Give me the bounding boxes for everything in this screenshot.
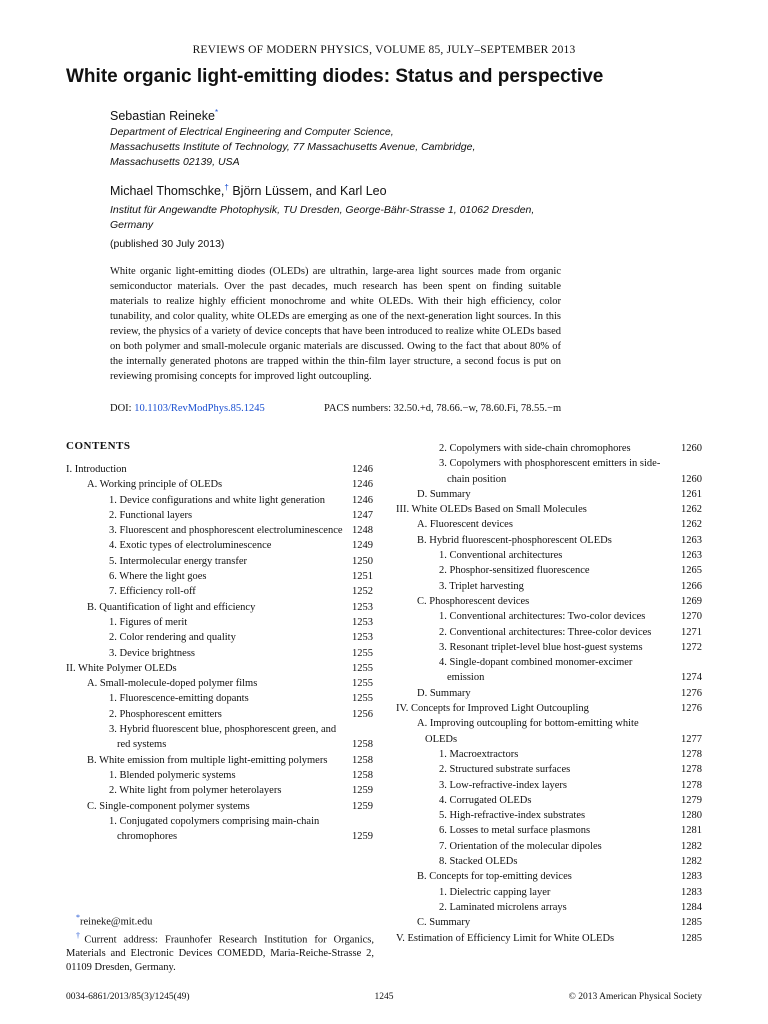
toc-entry[interactable] bbox=[396, 533, 702, 548]
toc-entry[interactable] bbox=[396, 625, 702, 640]
toc-entry-page: 1258 bbox=[352, 754, 373, 766]
toc-entry-title: B. White emission from multiple light-emitting polymers bbox=[87, 754, 328, 766]
toc-entry-page: 1248 bbox=[352, 525, 373, 537]
toc-entry-title: 6. Losses to metal surface plasmons bbox=[439, 825, 591, 837]
toc-entry-page: 1261 bbox=[681, 488, 702, 500]
toc-entry-title: D. Summary bbox=[417, 687, 471, 699]
toc-entry-title: 2. Laminated microlens arrays bbox=[439, 901, 567, 913]
toc-entry-title: 8. Stacked OLEDs bbox=[439, 856, 518, 868]
toc-entry[interactable] bbox=[396, 931, 702, 946]
toc-entry[interactable] bbox=[66, 661, 373, 676]
toc-entry[interactable] bbox=[396, 701, 702, 716]
toc-entry-page: 1263 bbox=[681, 534, 702, 546]
toc-entry-title: A. Fluorescent devices bbox=[417, 519, 513, 531]
toc-entry-title: A. Improving outcoupling for bottom-emitting white OLEDs bbox=[417, 718, 639, 745]
toc-entry-page: 1263 bbox=[681, 550, 702, 562]
toc-entry-page: 1260 bbox=[681, 473, 702, 485]
toc-entry-title: 2. White light from polymer heterolayers bbox=[109, 785, 282, 797]
toc-entry-title: 1. Fluorescence-emitting dopants bbox=[109, 693, 249, 705]
toc-entry[interactable] bbox=[66, 753, 373, 768]
toc-entry-page: 1279 bbox=[681, 794, 702, 806]
toc-entry-page: 1282 bbox=[681, 840, 702, 852]
doi-link[interactable]: 10.1103/RevModPhys.85.1245 bbox=[134, 403, 265, 414]
toc-entry-page: 1255 bbox=[352, 678, 373, 690]
toc-entry-title: 4. Exotic types of electroluminescence bbox=[109, 540, 272, 552]
toc-entry[interactable] bbox=[396, 915, 702, 930]
toc-entry-title: B. Hybrid fluorescent-phosphorescent OLEDs bbox=[417, 534, 612, 546]
toc-entry-page: 1249 bbox=[352, 540, 373, 552]
toc-entry[interactable] bbox=[66, 508, 373, 523]
toc-left-column bbox=[66, 462, 373, 844]
footer-page-number: 1245 bbox=[374, 992, 394, 1002]
toc-entry[interactable] bbox=[66, 630, 373, 645]
toc-entry-title: 4. Single-dopant combined monomer-excimer emission bbox=[439, 657, 633, 684]
toc-entry-page: 1262 bbox=[681, 504, 702, 516]
toc-entry[interactable] bbox=[66, 600, 373, 615]
toc-entry[interactable] bbox=[396, 594, 702, 609]
footnote-1: *reineke@mit.edu bbox=[76, 913, 153, 928]
toc-entry[interactable] bbox=[396, 487, 702, 502]
toc-entry[interactable] bbox=[66, 722, 373, 753]
toc-entry-page: 1271 bbox=[681, 626, 702, 638]
toc-entry-page: 1256 bbox=[352, 708, 373, 720]
toc-entry[interactable] bbox=[66, 493, 373, 508]
toc-entry-title: 3. Device brightness bbox=[109, 647, 196, 659]
toc-entry-title: 3. Copolymers with phosphorescent emitters in side-chain position bbox=[439, 458, 661, 485]
published-date: (published 30 July 2013) bbox=[110, 238, 225, 250]
toc-entry-title: 5. Intermolecular energy transfer bbox=[109, 555, 247, 567]
toc-entry-page: 1260 bbox=[681, 443, 702, 454]
footer-copyright: © 2013 American Physical Society bbox=[568, 992, 702, 1002]
toc-entry-title: 2. Conventional architectures: Three-color devices bbox=[439, 626, 652, 638]
toc-entry-page: 1258 bbox=[352, 739, 373, 751]
toc-entry-page: 1278 bbox=[681, 748, 702, 760]
author-line-1 bbox=[110, 108, 218, 123]
toc-entry-page: 1255 bbox=[352, 693, 373, 705]
toc-entry-page: 1258 bbox=[352, 769, 373, 781]
toc-entry[interactable] bbox=[66, 477, 373, 492]
toc-entry[interactable] bbox=[66, 523, 373, 538]
toc-entry-page: 1284 bbox=[681, 901, 702, 913]
footnote-2: †Current address: Fraunhofer Research Institution for Organics, Materials and Electronic Devices COMEDD, Maria-Reiche-Strasse 2, 01109 Dresden, Germany. bbox=[66, 931, 374, 973]
toc-entry-title: C. Single-component polymer systems bbox=[87, 800, 250, 812]
toc-entry-page: 1253 bbox=[352, 632, 373, 644]
footer-issn: 0034-6861/2013/85(3)/1245(49) bbox=[66, 992, 190, 1002]
toc-entry[interactable] bbox=[66, 584, 373, 599]
toc-entry-title: 2. Structured substrate surfaces bbox=[439, 764, 571, 776]
toc-entry-title: 1. Blended polymeric systems bbox=[109, 769, 236, 781]
toc-entry-title: C. Phosphorescent devices bbox=[417, 595, 530, 607]
toc-entry[interactable] bbox=[66, 538, 373, 553]
toc-entry-page: 1259 bbox=[352, 800, 373, 812]
journal-header: REVIEWS OF MODERN PHYSICS, VOLUME 85, JULY–SEPTEMBER 2013 bbox=[192, 44, 576, 56]
author-footnote-mark[interactable]: * bbox=[214, 108, 219, 117]
pacs-numbers: PACS numbers: 32.50.+d, 78.66.−w, 78.60.Fi, 78.55.−m bbox=[324, 403, 562, 414]
affiliation-2: Institut für Angewandte Photophysik, TU Dresden, George-Bähr-Strasse 1, 01062 Dresden, Germany bbox=[110, 204, 535, 231]
toc-entry[interactable] bbox=[396, 808, 702, 823]
toc-entry-title: 2. Copolymers with side-chain chromophores bbox=[439, 443, 631, 454]
toc-entry[interactable] bbox=[396, 854, 702, 869]
toc-entry[interactable] bbox=[396, 548, 702, 563]
toc-entry[interactable] bbox=[66, 462, 373, 477]
toc-entry-title: 2. Phosphorescent emitters bbox=[109, 708, 222, 720]
toc-entry-title: 3. Low-refractive-index layers bbox=[439, 779, 567, 791]
toc-entry[interactable] bbox=[396, 502, 702, 517]
toc-entry-title: 2. Color rendering and quality bbox=[109, 632, 236, 644]
toc-entry[interactable] bbox=[66, 814, 373, 845]
toc-entry[interactable] bbox=[396, 640, 702, 655]
toc-entry-title: III. White OLEDs Based on Small Molecules bbox=[396, 504, 587, 516]
toc-entry-title: A. Small-molecule-doped polymer films bbox=[87, 678, 258, 690]
toc-entry-page: 1285 bbox=[681, 932, 702, 944]
toc-entry[interactable] bbox=[396, 778, 702, 793]
toc-entry-title: 3. Triplet harvesting bbox=[439, 580, 524, 592]
toc-entry-page: 1255 bbox=[352, 662, 373, 674]
toc-entry-page: 1259 bbox=[352, 831, 373, 843]
toc-entry-page: 1276 bbox=[681, 703, 702, 715]
toc-entry-title: 7. Orientation of the molecular dipoles bbox=[439, 840, 602, 852]
toc-entry-page: 1252 bbox=[352, 586, 373, 598]
toc-entry-title: II. White Polymer OLEDs bbox=[66, 662, 177, 674]
toc-entry-title: 1. Conjugated copolymers comprising main-chain chromophores bbox=[109, 815, 320, 843]
toc-entry-page: 1255 bbox=[352, 647, 373, 659]
toc-entry-title: A. Working principle of OLEDs bbox=[87, 479, 223, 491]
toc-entry-page: 1262 bbox=[681, 519, 702, 531]
toc-entry[interactable] bbox=[66, 783, 373, 798]
toc-entry-page: 1274 bbox=[681, 672, 702, 684]
toc-entry-title: 1. Conventional architectures bbox=[439, 550, 563, 562]
toc-entry-page: 1277 bbox=[681, 733, 702, 745]
toc-entry[interactable] bbox=[396, 900, 702, 915]
toc-entry[interactable] bbox=[66, 615, 373, 630]
toc-entry[interactable] bbox=[396, 609, 702, 624]
toc-entry-title: D. Summary bbox=[417, 488, 471, 500]
toc-entry[interactable] bbox=[396, 885, 702, 900]
toc-entry[interactable] bbox=[66, 676, 373, 691]
toc-entry-title: 6. Where the light goes bbox=[109, 571, 207, 583]
toc-entry[interactable] bbox=[396, 563, 702, 578]
toc-entry[interactable] bbox=[66, 569, 373, 584]
toc-entry-title: 3. Hybrid fluorescent blue, phosphorescent green, and red systems bbox=[109, 724, 337, 751]
toc-entry[interactable] bbox=[396, 869, 702, 884]
toc-entry-page: 1246 bbox=[352, 479, 373, 491]
toc-entry-page: 1269 bbox=[681, 595, 702, 607]
toc-entry-page: 1281 bbox=[681, 825, 702, 837]
toc-entry-page: 1259 bbox=[352, 785, 373, 797]
toc-entry[interactable] bbox=[66, 691, 373, 706]
toc-entry-page: 1247 bbox=[352, 509, 373, 521]
author-footnote-mark[interactable]: † bbox=[224, 183, 229, 192]
toc-entry-page: 1266 bbox=[681, 580, 702, 592]
paper-title: White organic light-emitting diodes: Status and perspective bbox=[66, 66, 604, 87]
affiliation-1: Department of Electrical Engineering and Computer Science, Massachusetts Institute of Technology, 77 Massachusetts Avenue, Cambridge, Massachusetts 02139, USA bbox=[110, 126, 476, 168]
contents-heading: CONTENTS bbox=[66, 440, 131, 452]
toc-entry-title: 1. Macroextractors bbox=[439, 748, 519, 760]
toc-entry-page: 1276 bbox=[681, 687, 702, 699]
toc-entry-page: 1270 bbox=[681, 611, 702, 623]
toc-entry[interactable] bbox=[396, 517, 702, 532]
toc-entry-title: V. Estimation of Efficiency Limit for White OLEDs bbox=[396, 932, 615, 944]
abstract: White organic light-emitting diodes (OLEDs) are ultrathin, large-area light sources made from organic semiconductor materials. Over the past decades, much research has been spent on finding suitable materials to realize highly efficient monochrome and white OLEDs. With their high efficiency, color tunability, and color quality, white OLEDs are emerging as one of the next-generation light sources. In this review, the physics of a variety of device concepts that have been introduced to realize white OLEDs based on both polymer and small-molecule organic materials are discussed. Owing to the fact that about 80% of the internally generated photons are trapped within the thin-film layer structure, a second focus is put on reviewing promising concepts for improved light outcoupling. bbox=[110, 266, 561, 382]
toc-entry-page: 1278 bbox=[681, 779, 702, 791]
toc-entry[interactable] bbox=[396, 839, 702, 854]
toc-entry-page: 1280 bbox=[681, 810, 702, 822]
toc-entry-page: 1246 bbox=[352, 494, 373, 506]
toc-entry-title: B. Concepts for top-emitting devices bbox=[417, 871, 572, 883]
toc-entry[interactable] bbox=[396, 579, 702, 594]
toc-entry[interactable] bbox=[66, 554, 373, 569]
toc-entry-page: 1246 bbox=[352, 464, 373, 475]
toc-entry-title: 1. Dielectric capping layer bbox=[439, 886, 551, 898]
toc-entry-title: 3. Fluorescent and phosphorescent electroluminescence bbox=[109, 525, 343, 537]
toc-entry-title: 5. High-refractive-index substrates bbox=[439, 810, 586, 822]
toc-entry-title: 7. Efficiency roll-off bbox=[109, 586, 196, 598]
toc-entry[interactable] bbox=[396, 762, 702, 777]
toc-entry[interactable] bbox=[396, 441, 702, 456]
toc-entry[interactable] bbox=[66, 799, 373, 814]
toc-entry-title: 4. Corrugated OLEDs bbox=[439, 794, 532, 806]
toc-entry-page: 1282 bbox=[681, 856, 702, 868]
toc-entry-title: 1. Device configurations and white light generation bbox=[109, 494, 326, 506]
doi-line: DOI: 10.1103/RevModPhys.85.1245 bbox=[110, 403, 265, 414]
toc-entry-page: 1272 bbox=[681, 641, 702, 653]
toc-entry[interactable] bbox=[396, 793, 702, 808]
author-name: Sebastian Reineke bbox=[110, 109, 215, 124]
toc-entry[interactable] bbox=[396, 456, 702, 487]
footnotes bbox=[66, 911, 374, 974]
toc-entry-title: 2. Functional layers bbox=[109, 509, 193, 521]
toc-entry-title: IV. Concepts for Improved Light Outcoupling bbox=[396, 703, 589, 715]
toc-entry-title: 3. Resonant triplet-level blue host-guest systems bbox=[439, 641, 643, 653]
toc-entry-page: 1265 bbox=[681, 565, 702, 577]
toc-entry-page: 1253 bbox=[352, 616, 373, 628]
toc-entry[interactable] bbox=[66, 707, 373, 722]
toc-entry-page: 1283 bbox=[681, 886, 702, 898]
toc-entry[interactable] bbox=[396, 655, 702, 686]
toc-entry-page: 1278 bbox=[681, 764, 702, 776]
toc-entry-page: 1285 bbox=[681, 917, 702, 929]
toc-entry-page: 1251 bbox=[352, 571, 373, 583]
author-line-2: Michael Thomschke,† Björn Lüssem, and Karl Leo bbox=[110, 183, 387, 199]
toc-entry[interactable] bbox=[396, 823, 702, 838]
toc-entry[interactable] bbox=[66, 768, 373, 783]
toc-entry[interactable] bbox=[396, 716, 702, 747]
toc-entry[interactable] bbox=[396, 747, 702, 762]
toc-entry[interactable] bbox=[66, 646, 373, 661]
toc-entry-title: I. Introduction bbox=[66, 464, 127, 475]
toc-entry-page: 1250 bbox=[352, 555, 373, 567]
toc-entry-title: C. Summary bbox=[417, 917, 471, 929]
toc-entry-title: 1. Figures of merit bbox=[109, 616, 188, 628]
toc-entry-title: 1. Conventional architectures: Two-color devices bbox=[439, 611, 646, 623]
toc-entry-title: 2. Phosphor-sensitized fluorescence bbox=[439, 565, 590, 577]
toc-entry-page: 1283 bbox=[681, 871, 702, 883]
toc-entry-page: 1253 bbox=[352, 601, 373, 613]
toc-entry[interactable] bbox=[396, 686, 702, 701]
toc-right-column bbox=[396, 441, 702, 946]
toc-entry-title: B. Quantification of light and efficiency bbox=[87, 601, 256, 613]
